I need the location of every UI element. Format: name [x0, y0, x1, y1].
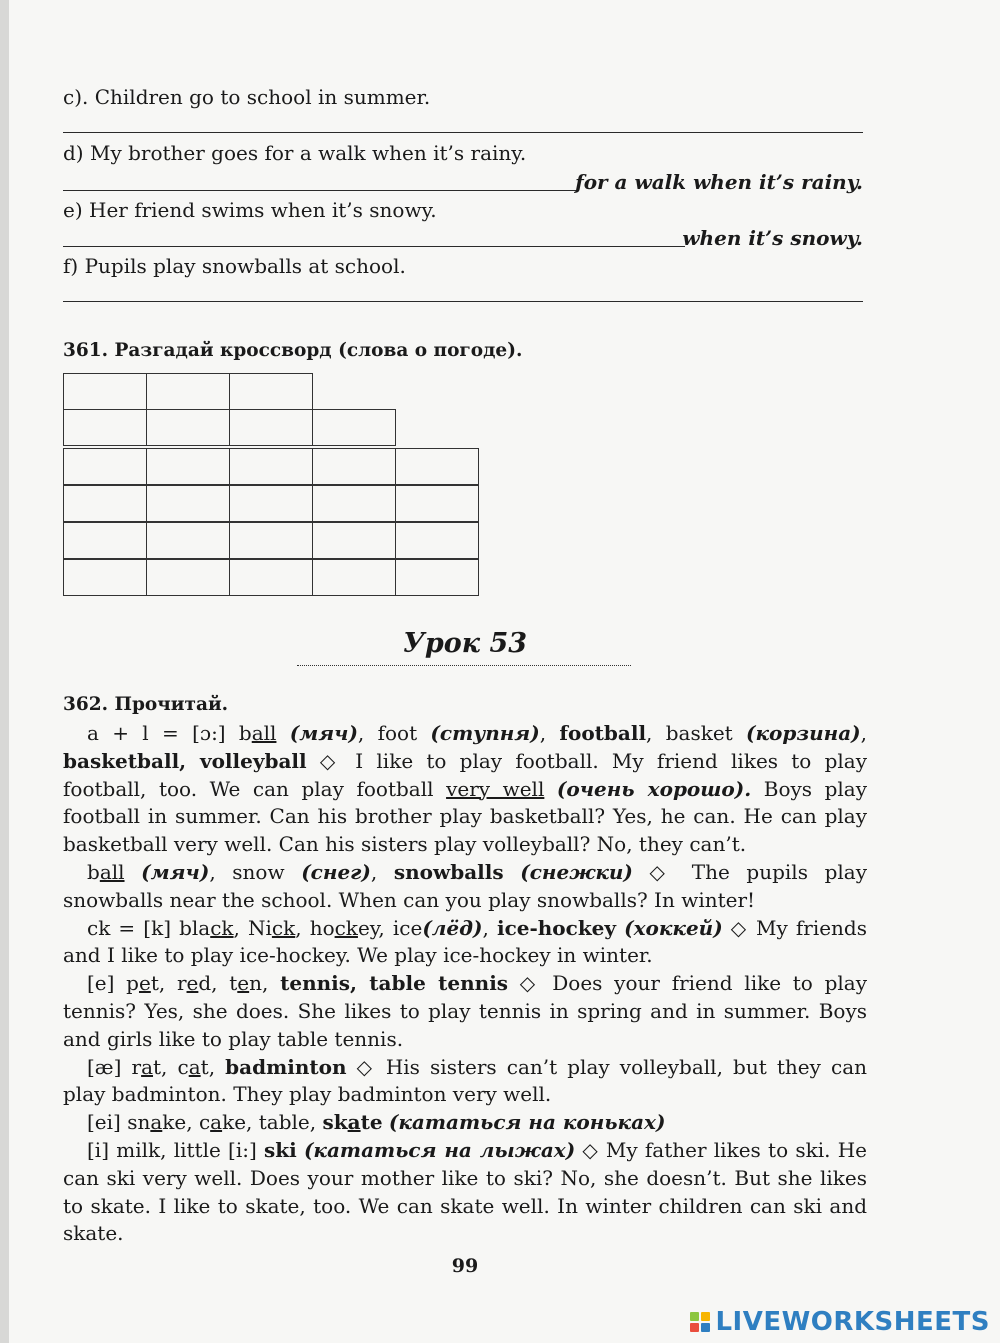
crossword-cell[interactable]: [63, 522, 147, 559]
sentence-e: e) Her friend swims when it’s snowy.: [63, 198, 437, 222]
crossword-cell[interactable]: [229, 373, 313, 410]
crossword-cell[interactable]: [312, 522, 396, 559]
crossword-cell[interactable]: [146, 559, 230, 596]
page-edge-shadow: [0, 0, 9, 1343]
page-number: 99: [451, 1255, 479, 1277]
answer-ending-d: for a walk when it’s rainy.: [575, 170, 863, 194]
crossword-cell[interactable]: [63, 409, 147, 446]
crossword-cell[interactable]: [146, 448, 230, 485]
answer-line-e[interactable]: [63, 246, 685, 247]
paragraph-ice-hockey: ck = [k] black, Nick, hockey, ice(лёд), ice-hockey (хоккей) ◇ My friends and I like to play ice-hockey. We play ice-hockey in winter.: [63, 915, 867, 968]
paragraph-snowballs: ball (мяч), snow (снег), snowballs (снежки) ◇ The pupils play snowballs near the school. When can you play snowballs? In winter!: [63, 859, 868, 912]
crossword-cell[interactable]: [229, 448, 313, 485]
paragraph-skate: [ei] snake, cake, table, skate (кататься на коньках): [87, 1110, 666, 1135]
crossword-cell[interactable]: [146, 409, 230, 446]
lesson-title-underline: [297, 665, 631, 666]
liveworksheets-wordmark: LIVEWORKSHEETS: [715, 1307, 990, 1337]
crossword-cell[interactable]: [395, 559, 479, 596]
crossword-cell[interactable]: [312, 485, 396, 522]
paragraph-tennis: [e] pet, red, ten, tennis, table tennis ◇ Does your friend like to play tennis? Yes, she does. She likes to play tennis in spring and in summer. Boys and girls like to play table tennis.: [63, 971, 868, 1051]
crossword-cell[interactable]: [63, 559, 147, 596]
sentence-f: f) Pupils play snowballs at school.: [63, 254, 406, 278]
lesson-title: Урок 53: [402, 628, 528, 659]
crossword-cell[interactable]: [63, 448, 147, 485]
liveworksheets-icon: [690, 1312, 710, 1332]
paragraph-ball: a + l = [ɔ:] ball (мяч), foot (ступня), football, basket (корзина), basketball, volleyball ◇ I like to play football. My friend likes to play football, too. We can play football very well (очень хорошо). Boys play football in summer. Can his brother play basketball? Yes, he can. He can play basketball very well. Can his sisters play volleyball? No, they can’t.: [63, 721, 868, 857]
crossword-cell[interactable]: [395, 448, 479, 485]
crossword-cell[interactable]: [229, 522, 313, 559]
crossword-cell[interactable]: [312, 448, 396, 485]
crossword-cell[interactable]: [63, 485, 147, 522]
crossword-cell[interactable]: [229, 409, 313, 446]
crossword-cell[interactable]: [395, 522, 479, 559]
crossword-cell[interactable]: [146, 485, 230, 522]
paragraph-ski: [i] milk, little [i:] ski (кататься на лыжах) ◇ My father likes to ski. He can ski very well. Does your mother like to ski? No, she doesn’t. But she likes to skate. I like to skate, too. We can skate well. In winter children can ski and skate.: [63, 1137, 867, 1246]
crossword-cell[interactable]: [146, 522, 230, 559]
liveworksheets-logo: [690, 1307, 990, 1337]
answer-line-f[interactable]: [63, 301, 863, 302]
crossword-cell[interactable]: [395, 485, 479, 522]
crossword-cell[interactable]: [229, 485, 313, 522]
crossword-cell[interactable]: [229, 559, 313, 596]
exercise-362-heading: 362. Прочитай.: [63, 694, 229, 715]
sentence-d: d) My brother goes for a walk when it’s rainy.: [63, 141, 527, 165]
answer-line-d[interactable]: [63, 190, 576, 191]
paragraph-badminton: [æ] rat, cat, badminton ◇ His sisters can’t play volleyball, but they can play badminton. They play badminton very well.: [63, 1054, 867, 1107]
crossword-cell[interactable]: [63, 373, 147, 410]
reading-text: [63, 720, 867, 1248]
answer-ending-e: when it’s snowy.: [682, 226, 863, 250]
crossword-cell[interactable]: [312, 559, 396, 596]
crossword-cell[interactable]: [312, 409, 396, 446]
crossword-cell[interactable]: [146, 373, 230, 410]
exercise-361-heading: 361. Разгадай кроссворд (слова о погоде).: [63, 340, 523, 361]
sentence-c: c). Children go to school in summer.: [63, 85, 431, 109]
answer-line-c[interactable]: [63, 132, 863, 133]
